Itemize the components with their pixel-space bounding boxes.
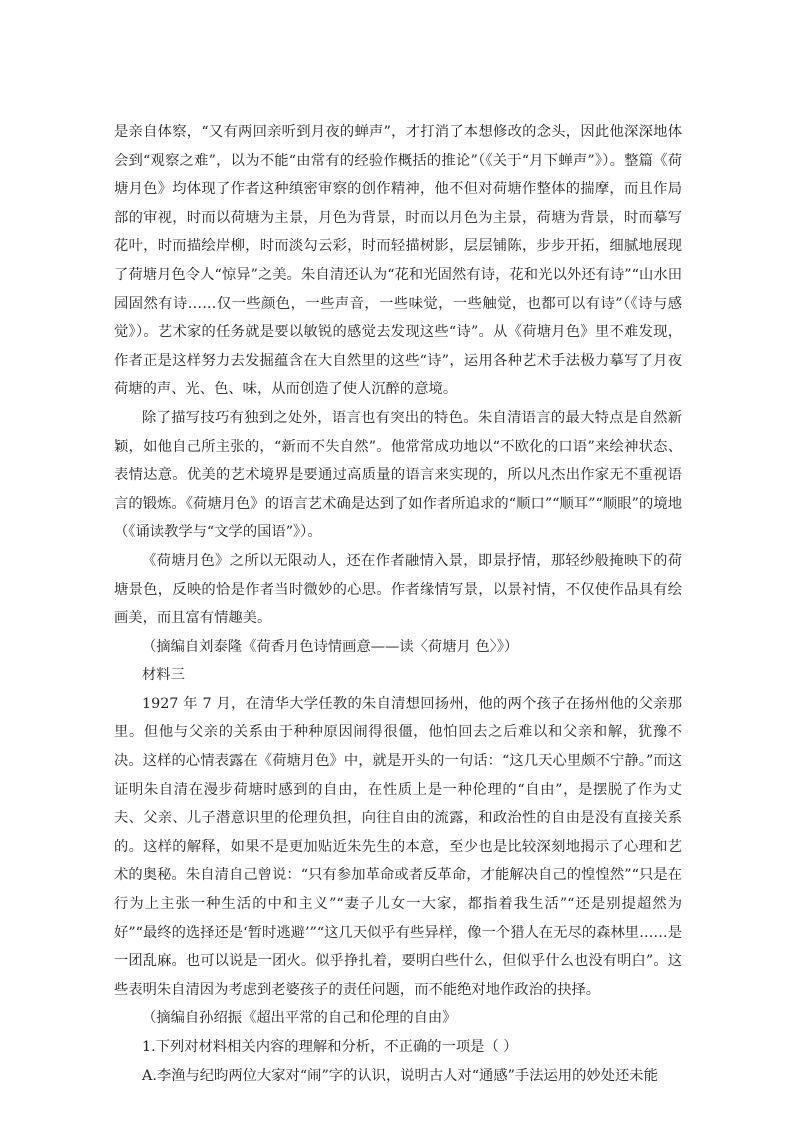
body-paragraph-2: 除了描写技巧有独到之处外，语言也有突出的特色。朱自清语言的最大特点是自然新颖，如他自己所主张的，“新而不失自然”。他常常成功地以“不欧化的口语”来绘神状态、表情达意。优美的艺术境界是要通过高质量的语言来实现的，所以凡杰出作家无不重视语言的锻炼。《荷塘月色》的语言艺术确是达到了如作者所追求的“顺口”“顺耳”“顺眼”的境地（《诵读教学与“文学的国语”》）。 [114,409,682,541]
option-a: A.李渔与纪昀两位大家对“闹”字的认识，说明古人对“通感”手法运用的妙处还未能 [142,1067,658,1084]
body-paragraph-4: 1927 年 7 月，在清华大学任教的朱自清想回扬州，他的两个孩子在扬州他的父亲那里。但他与父亲的关系由于种种原因闹得很僵，他怕回去之后难以和父亲和解，犹豫不决。这样的心情表露在《荷塘月色》中，就是开头的一句话：“这几天心里颇不宁静。”而这证明朱自清在漫步荷塘时感到的自由，在性质上是一种伦理的“自由”，是摆脱了作为丈夫、父亲、儿子潜意识里的伦理负担，向往自由的流露，和政治性的自由是没有直接关系的。这样的解释，如果不是更加贴近朱先生的本意，至少也是比较深刻地揭示了心理和艺术的奥秘。朱自清自己曾说：“只有参加革命或者反革命，才能解决自己的惶惶然”“只是在行为上主张一种生活的中和主义”“妻子儿女一大家，都指着我生活”“还是别提超然为好”“最终的选择还是‘暂时逃避’”“这几天似乎有些异样，像一个猎人在无尽的森林里……是一团乱麻。也可以说是一团火。似乎挣扎着，要明白些什么，但似乎什么也没有明白”。这些表明朱自清因为考虑到老婆孩子的责任问题，而不能绝对地作政治的抉择。 [114,695,682,998]
body-paragraph-3: 《荷塘月色》之所以无限动人，还在作者融情入景，即景抒情，那轻纱般掩映下的荷塘景色，反映的恰是作者当时微妙的心思。作者缘情写景，以景衬情，不仅使作品具有绘画美，而且富有情趣美。 [114,552,682,627]
source-citation-3: （摘编自孙绍振《超出平常的自己和伦理的自由》 [142,1010,457,1027]
material-3-heading: 材料三 [142,667,185,684]
document-page [114,118,682,1090]
question-1: 1.下列对材料相关内容的理解和分析，不正确的一项是（ ） [142,1039,518,1055]
source-citation-2: （摘编自刘泰隆《荷香月色诗情画意——读〈荷塘月 色〉》） [142,638,519,655]
body-paragraph-1: 是亲自体察，“又有两回亲听到月夜的蝉声”，才打消了本想修改的念头，因此他深深地体会到“观察之难”，以为不能“由常有的经验作概括的推论”（《关于“月下蝉声”》）。整篇《荷塘月色》均体现了作者这种缜密审察的创作精神，他不但对荷塘作整体的揣摩，而且作局部的审视，时而以荷塘为主景，月色为背景，时而以月色为主景，荷塘为背景，时而摹写花叶，时而描绘岸柳，时而淡勾云彩，时而轻描树影，层层铺陈，步步开拓，细腻地展现了荷塘月色令人“惊异”之美。朱自清还认为“花和光固然有诗，花和光以外还有诗”“山水田园固然有诗……仅一些颜色，一些声音，一些味觉，一些触觉，也都可以有诗”（《诗与感觉》）。艺术家的任务就是要以敏锐的感觉去发现这些“诗”。从《荷塘月色》里不难发现，作者正是这样努力去发掘蕴含在大自然里的这些“诗”，运用各种艺术手法极力摹写了月夜荷塘的声、光、色、味，从而创造了使人沉醉的意境。 [114,124,682,398]
